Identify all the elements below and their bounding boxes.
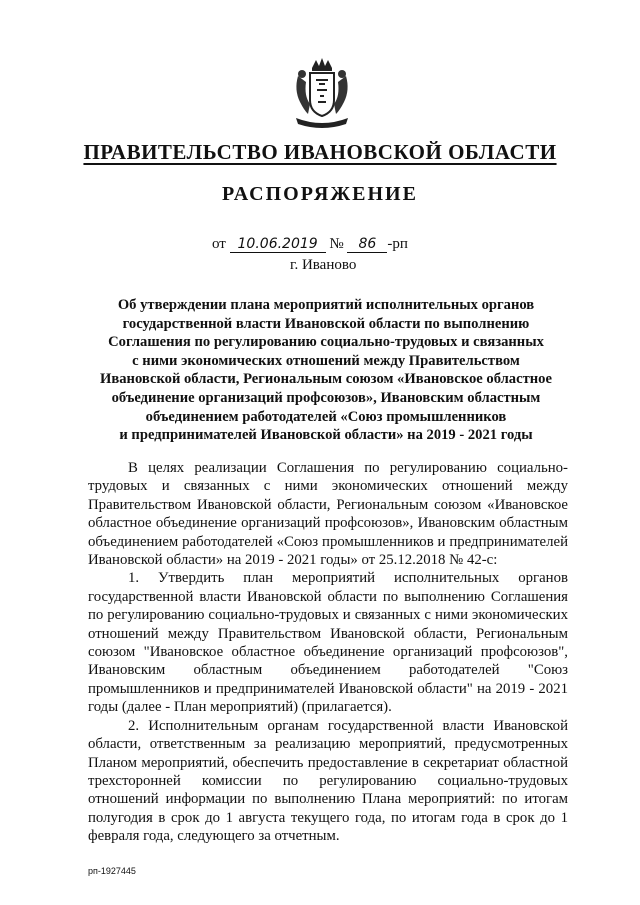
subject-line: Ивановской области, Региональным союзом «Ивановское областное [100,371,552,388]
document-body [88,459,568,846]
document-code: рп-1927445 [88,866,136,876]
coat-of-arms-emblem [290,56,354,130]
number-sign: № [329,236,344,252]
government-title: ПРАВИТЕЛЬСТВО ИВАНОВСКОЙ ОБЛАСТИ [83,140,557,164]
subject-line: объединение организаций профсоюзов», Ивановским областным [111,389,541,406]
document-number: 86 [347,236,387,253]
subject-line: государственной власти Ивановской области по выполнению [122,315,530,332]
subject-line: Соглашения по регулированию социально-трудовых и связанных [108,334,544,351]
city: г. Иваново [290,257,357,273]
subject-line: Об утверждении плана мероприятий исполнительных органов [117,297,535,313]
intro-paragraph: В целях реализации Соглашения по регулированию социально-трудовых и связанных с ними экономических отношений между Правительством Ивановской области, Региональным союзом «Ивановское областное объединение организаций профсоюзов», Ивановским областным объединением работодателей «Союз промышленников и предпринимателей Ивановской области» на 2019 - 2021 годы» от 25.12.2018 № 42-с: [88,460,568,569]
subject-line: и предпринимателей Ивановской области» на 2019 - 2021 годы [119,427,533,444]
document-number-line [212,236,472,253]
from-label: от [212,236,226,252]
number-suffix: -рп [387,236,408,252]
document-subject [88,296,564,445]
document-date: 10.06.2019 [230,236,326,253]
subject-line: с ними экономических отношений между Правительством [132,352,520,369]
item-1-paragraph: 1. Утвердить план мероприятий исполнительных органов государственной власти Ивановской области по выполнению Соглашения по регулированию социально-трудовых и связанных с ними экономических отношений между Правительством Ивановской области, Региональным союзом "Ивановское областное объединение организаций профсоюзов", Ивановским областным объединением работодателей "Союз промышленников и предпринимателей Ивановской области" на 2019 - 2021 годы (далее - План мероприятий) (прилагается). [88,570,568,716]
subject-line: объединением работодателей «Союз промышленников [145,408,507,425]
document-type: РАСПОРЯЖЕНИЕ [222,183,418,205]
item-2-paragraph: 2. Исполнительным органам государственной власти Ивановской области, ответственным за реализацию мероприятий, предусмотренных Планом мероприятий, обеспечить предоставление в секретариат областной трехсторонней комиссии по регулированию социально-трудовых отношений информации по выполнению Плана мероприятий: по итогам полугодия в срок до 1 августа текущего года, по итогам года в срок до 1 февраля года, следующего за отчетным. [88,717,568,845]
